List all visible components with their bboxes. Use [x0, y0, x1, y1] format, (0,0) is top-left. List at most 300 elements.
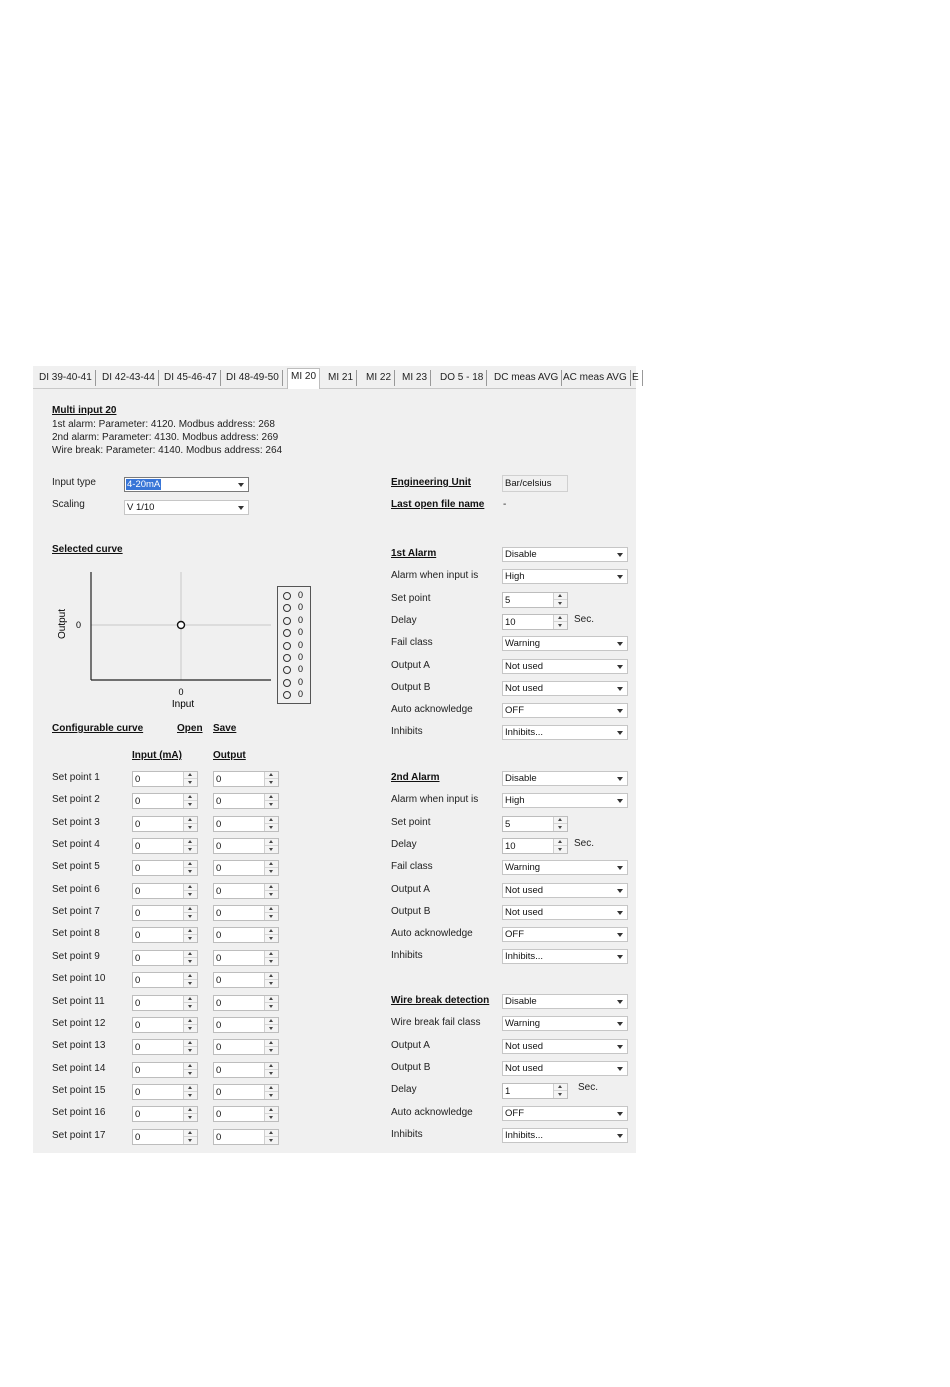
scaling-select[interactable] [124, 500, 249, 515]
spin-buttons[interactable] [264, 996, 278, 1010]
spin-buttons[interactable] [264, 1040, 278, 1054]
alarm1-auto-acknowledge-select-value: OFF [505, 705, 524, 717]
spin-buttons[interactable] [183, 794, 197, 808]
arrow-down-icon[interactable] [184, 1137, 197, 1144]
arrow-down-icon[interactable] [554, 622, 567, 629]
arrow-up-icon[interactable] [184, 1040, 197, 1047]
legend-value: 0 [298, 639, 304, 650]
tab-dc-meas-avg[interactable]: DC meas AVG [491, 370, 562, 386]
arrow-down-icon[interactable] [265, 980, 278, 987]
setpoint-input-field-value: 0 [135, 863, 141, 875]
wirebreak-inhibits-select[interactable] [502, 1128, 628, 1143]
chevron-down-icon[interactable] [235, 501, 248, 514]
chevron-down-icon[interactable] [614, 772, 627, 785]
wirebreak-output-a-select[interactable] [502, 1039, 628, 1054]
spin-buttons[interactable] [553, 615, 567, 629]
setpoint-output-field-value: 0 [216, 1064, 222, 1076]
setpoint-output-field[interactable] [213, 1017, 279, 1033]
legend-value: 0 [298, 590, 304, 600]
setpoint-input-field[interactable] [132, 1129, 198, 1145]
alarm1-output-b-select[interactable] [502, 681, 628, 696]
wirebreak-delay-field-value: 1 [505, 1086, 511, 1098]
setpoint-input-field-value: 0 [135, 1042, 141, 1054]
tab-mi-20[interactable]: MI 20 [287, 368, 320, 389]
arrow-up-icon[interactable] [184, 1063, 197, 1070]
wirebreak-delay-unit: Sec. [578, 1082, 599, 1094]
arrow-down-icon[interactable] [184, 891, 197, 898]
arrow-up-icon[interactable] [184, 1130, 197, 1137]
alarm1-alarm-when-select[interactable] [502, 569, 628, 584]
arrow-down-icon[interactable] [184, 868, 197, 875]
spin-buttons[interactable] [183, 1085, 197, 1099]
save-curve-link[interactable]: Save [213, 723, 237, 734]
setpoint-output-field-value: 0 [216, 1086, 222, 1098]
arrow-down-icon[interactable] [184, 958, 197, 965]
chevron-down-icon[interactable] [614, 682, 627, 695]
arrow-down-icon[interactable] [265, 1114, 278, 1121]
arrow-up-icon[interactable] [554, 615, 567, 622]
alarm1-failclass-label: Fail class [391, 637, 433, 649]
arrow-down-icon[interactable] [184, 1047, 197, 1054]
alarm1-failclass-select[interactable] [502, 636, 628, 651]
chevron-down-icon[interactable] [614, 928, 627, 941]
arrow-down-icon[interactable] [265, 868, 278, 875]
wirebreak-inhibits-label: Inhibits [391, 1128, 423, 1140]
arrow-up-icon[interactable] [265, 1040, 278, 1047]
setpoint-input-field[interactable] [132, 793, 198, 809]
setpoint-label: Set point 3 [52, 816, 100, 828]
chevron-down-icon[interactable] [614, 704, 627, 717]
setpoint-input-field-value: 0 [135, 930, 141, 942]
spin-buttons[interactable] [183, 817, 197, 831]
wirebreak-inhibits-select-value: Inhibits... [505, 1129, 544, 1141]
setpoint-output-field-value: 0 [216, 1019, 222, 1031]
setpoint-input-field[interactable] [132, 1062, 198, 1078]
setpoint-input-field[interactable] [132, 1106, 198, 1122]
setpoint-input-field-value: 0 [135, 1019, 141, 1031]
arrow-down-icon[interactable] [265, 1137, 278, 1144]
arrow-down-icon[interactable] [184, 913, 197, 920]
alarm2-inhibits-select-value: Inhibits... [505, 951, 544, 963]
spin-buttons[interactable] [264, 906, 278, 920]
scaling-label: Scaling [52, 499, 85, 510]
chevron-down-icon[interactable] [614, 906, 627, 919]
arrow-up-icon[interactable] [265, 884, 278, 891]
spin-buttons[interactable] [264, 1130, 278, 1144]
spin-buttons[interactable] [264, 839, 278, 853]
chevron-down-icon[interactable] [614, 548, 627, 561]
setpoint-input-field[interactable] [132, 972, 198, 988]
legend-entry [283, 603, 309, 614]
setpoint-input-field[interactable] [132, 838, 198, 854]
alarm2-output-a-select[interactable] [502, 883, 628, 898]
wirebreak-delay-label: Delay [391, 1084, 417, 1096]
arrow-down-icon[interactable] [265, 913, 278, 920]
alarm2-alarm-when-select[interactable] [502, 793, 628, 808]
spin-buttons[interactable] [553, 839, 567, 853]
alarm1-setpoint-field[interactable] [502, 592, 568, 608]
setpoint-input-field[interactable] [132, 1084, 198, 1100]
spin-buttons[interactable] [553, 593, 567, 607]
alarm2-delay-field-value: 10 [505, 840, 516, 852]
alarm1-output-a-label: Output A [391, 659, 430, 671]
setpoint-input-field[interactable] [132, 771, 198, 787]
alarm2-enable-select-value: Disable [505, 773, 537, 784]
tab-strip [33, 366, 639, 389]
setpoint-output-field[interactable] [213, 1084, 279, 1100]
setpoint-label: Set point 7 [52, 906, 100, 918]
arrow-up-icon[interactable] [265, 817, 278, 824]
arrow-up-icon[interactable] [184, 1018, 197, 1025]
setpoint-output-field[interactable] [213, 972, 279, 988]
arrow-down-icon[interactable] [184, 1003, 197, 1010]
arrow-up-icon[interactable] [184, 817, 197, 824]
spin-buttons[interactable] [264, 951, 278, 965]
arrow-down-icon[interactable] [265, 1070, 278, 1077]
setpoint-output-field-value: 0 [216, 1109, 222, 1121]
engineering-unit-field[interactable] [502, 475, 568, 492]
legend-value: 0 [298, 602, 304, 613]
setpoint-label: Set point 5 [52, 861, 100, 873]
legend-entry [283, 665, 309, 676]
chevron-down-icon[interactable] [235, 478, 248, 491]
alarm1-inhibits-select[interactable] [502, 725, 628, 740]
arrow-up-icon[interactable] [265, 1063, 278, 1070]
spin-buttons[interactable] [264, 861, 278, 875]
arrow-up-icon[interactable] [184, 861, 197, 868]
arrow-down-icon[interactable] [265, 801, 278, 808]
param-info-wire-break: Wire break: Parameter: 4140. Modbus address: 264 [52, 445, 283, 456]
setpoint-output-field[interactable] [213, 927, 279, 943]
spin-buttons[interactable] [264, 884, 278, 898]
arrow-down-icon[interactable] [265, 935, 278, 942]
spin-buttons[interactable] [183, 772, 197, 786]
legend-value: 0 [298, 664, 304, 675]
alarm1-setpoint-label: Set point [391, 592, 431, 604]
arrow-up-icon[interactable] [184, 772, 197, 779]
setpoint-input-field[interactable] [132, 950, 198, 966]
arrow-up-icon[interactable] [265, 1085, 278, 1092]
setpoint-output-field-value: 0 [216, 818, 222, 830]
arrow-down-icon[interactable] [554, 824, 567, 831]
spin-buttons[interactable] [264, 1018, 278, 1032]
legend-value: 0 [298, 614, 304, 625]
spin-buttons[interactable] [183, 839, 197, 853]
wirebreak-enable-select[interactable] [502, 994, 628, 1009]
spin-buttons[interactable] [183, 1107, 197, 1121]
wirebreak-output-b-select-value: Not used [505, 1062, 544, 1074]
setpoint-output-field-value: 0 [216, 841, 222, 853]
setpoint-output-field[interactable] [213, 793, 279, 809]
arrow-down-icon[interactable] [554, 846, 567, 853]
alarm1-auto-acknowledge-select[interactable] [502, 703, 628, 718]
chevron-down-icon[interactable] [614, 1129, 627, 1142]
alarm2-failclass-select[interactable] [502, 860, 628, 875]
alarm2-auto-acknowledge-label: Auto acknowledge [391, 928, 473, 940]
alarm2-output-a-select-value: Not used [505, 884, 544, 896]
setpoint-input-field[interactable] [132, 1039, 198, 1055]
input-type-select[interactable] [124, 477, 249, 492]
spin-buttons[interactable] [264, 928, 278, 942]
spin-buttons[interactable] [264, 973, 278, 987]
arrow-down-icon[interactable] [184, 1092, 197, 1099]
arrow-down-icon[interactable] [265, 891, 278, 898]
x-axis-label: Input [171, 699, 195, 710]
arrow-up-icon[interactable] [265, 839, 278, 846]
arrow-down-icon[interactable] [184, 935, 197, 942]
wirebreak-title: Wire break detection [391, 995, 490, 1006]
alarm1-enable-select[interactable] [502, 547, 628, 562]
arrow-up-icon[interactable] [554, 817, 567, 824]
arrow-down-icon[interactable] [554, 1091, 567, 1098]
arrow-up-icon[interactable] [184, 928, 197, 935]
setpoint-input-field-value: 0 [135, 952, 141, 964]
arrow-up-icon[interactable] [265, 1018, 278, 1025]
arrow-down-icon[interactable] [265, 1003, 278, 1010]
setpoint-label: Set point 16 [52, 1107, 106, 1119]
wirebreak-failclass-select[interactable] [502, 1016, 628, 1031]
chevron-down-icon[interactable] [614, 1040, 627, 1053]
legend-entry [283, 591, 309, 602]
alarm2-delay-label: Delay [391, 838, 417, 850]
tab-mi-21[interactable]: MI 21 [325, 370, 357, 386]
setpoint-output-field-value: 0 [216, 1131, 222, 1143]
tab-mi-23[interactable]: MI 23 [399, 370, 431, 386]
setpoint-output-field-value: 0 [216, 997, 222, 1009]
spin-buttons[interactable] [183, 1018, 197, 1032]
chevron-down-icon[interactable] [614, 995, 627, 1008]
tab-di-42-43-44[interactable]: DI 42-43-44 [99, 370, 159, 386]
spin-buttons[interactable] [183, 928, 197, 942]
arrow-down-icon[interactable] [265, 846, 278, 853]
arrow-up-icon[interactable] [265, 772, 278, 779]
circle-icon [283, 654, 291, 662]
arrow-up-icon[interactable] [184, 1085, 197, 1092]
spin-buttons[interactable] [553, 817, 567, 831]
arrow-up-icon[interactable] [554, 839, 567, 846]
setpoint-label: Set point 6 [52, 883, 100, 895]
arrow-down-icon[interactable] [184, 801, 197, 808]
spin-buttons[interactable] [183, 996, 197, 1010]
setpoint-output-field[interactable] [213, 905, 279, 921]
spin-buttons[interactable] [183, 1040, 197, 1054]
arrow-down-icon[interactable] [184, 1114, 197, 1121]
setpoint-output-field[interactable] [213, 950, 279, 966]
setpoint-output-field-value: 0 [216, 863, 222, 875]
arrow-up-icon[interactable] [184, 951, 197, 958]
wirebreak-failclass-label: Wire break fail class [391, 1017, 481, 1029]
alarm2-setpoint-label: Set point [391, 816, 431, 828]
arrow-up-icon[interactable] [184, 996, 197, 1003]
setpoint-input-field[interactable] [132, 860, 198, 876]
alarm2-output-b-select[interactable] [502, 905, 628, 920]
arrow-down-icon[interactable] [184, 1025, 197, 1032]
alarm1-inhibits-select-value: Inhibits... [505, 727, 544, 739]
spin-buttons[interactable] [553, 1084, 567, 1098]
tab-di-45-46-47[interactable]: DI 45-46-47 [161, 370, 221, 386]
setpoint-output-field[interactable] [213, 816, 279, 832]
arrow-up-icon[interactable] [265, 794, 278, 801]
setpoint-input-field[interactable] [132, 1017, 198, 1033]
alarm2-setpoint-field[interactable] [502, 816, 568, 832]
spin-buttons[interactable] [264, 817, 278, 831]
spin-buttons[interactable] [183, 1130, 197, 1144]
setpoint-label: Set point 4 [52, 839, 100, 851]
setpoint-output-field-value: 0 [216, 1042, 222, 1054]
engineering-unit-value: Bar/celsius [505, 478, 552, 489]
arrow-down-icon[interactable] [184, 779, 197, 786]
alarm2-inhibits-select[interactable] [502, 949, 628, 964]
chevron-down-icon[interactable] [614, 570, 627, 583]
tab-mi-22[interactable]: MI 22 [363, 370, 395, 386]
tab-e[interactable]: E [629, 370, 643, 386]
spin-buttons[interactable] [183, 884, 197, 898]
chevron-down-icon[interactable] [614, 660, 627, 673]
alarm2-auto-acknowledge-select[interactable] [502, 927, 628, 942]
arrow-down-icon[interactable] [265, 779, 278, 786]
arrow-up-icon[interactable] [184, 839, 197, 846]
y-axis-label: Output [57, 608, 68, 640]
arrow-down-icon[interactable] [184, 824, 197, 831]
arrow-up-icon[interactable] [265, 951, 278, 958]
circle-icon [283, 617, 291, 625]
setpoint-input-field-value: 0 [135, 774, 141, 785]
arrow-up-icon[interactable] [265, 861, 278, 868]
setpoint-output-field[interactable] [213, 771, 279, 787]
param-info-2nd-alarm: 2nd alarm: Parameter: 4130. Modbus address: 269 [52, 432, 279, 443]
alarm1-inhibits-label: Inhibits [391, 726, 423, 738]
arrow-up-icon[interactable] [554, 1084, 567, 1091]
arrow-up-icon[interactable] [554, 593, 567, 600]
alarm1-alarm-when-label: Alarm when input is [391, 570, 479, 582]
chevron-down-icon[interactable] [614, 794, 627, 807]
setpoint-input-field-value: 0 [135, 796, 141, 808]
circle-icon [283, 666, 291, 674]
arrow-down-icon[interactable] [265, 958, 278, 965]
legend-entry [283, 616, 309, 627]
spin-buttons[interactable] [264, 1085, 278, 1099]
circle-icon [283, 592, 291, 600]
alarm2-enable-select[interactable] [502, 771, 628, 786]
setpoint-input-field-value: 0 [135, 841, 141, 853]
arrow-up-icon[interactable] [265, 996, 278, 1003]
spin-buttons[interactable] [264, 1063, 278, 1077]
arrow-down-icon[interactable] [265, 1047, 278, 1054]
spin-buttons[interactable] [183, 1063, 197, 1077]
spin-buttons[interactable] [264, 772, 278, 786]
alarm2-setpoint-field-value: 5 [505, 818, 511, 830]
tab-do-5-18[interactable]: DO 5 - 18 [437, 370, 487, 386]
arrow-down-icon[interactable] [554, 600, 567, 607]
alarm2-failclass-select-value: Warning [505, 862, 541, 874]
chevron-down-icon[interactable] [614, 637, 627, 650]
arrow-up-icon[interactable] [184, 794, 197, 801]
alarm1-output-b-select-value: Not used [505, 682, 544, 694]
setpoint-input-field-value: 0 [135, 885, 141, 897]
alarm2-delay-unit: Sec. [574, 837, 595, 849]
wirebreak-delay-field[interactable] [502, 1083, 568, 1099]
setpoint-output-field[interactable] [213, 1062, 279, 1078]
wirebreak-output-a-select-value: Not used [505, 1040, 544, 1052]
setpoint-output-field[interactable] [213, 995, 279, 1011]
arrow-up-icon[interactable] [265, 1107, 278, 1114]
alarm2-output-b-label: Output B [391, 905, 431, 917]
arrow-down-icon[interactable] [265, 1025, 278, 1032]
setpoint-output-field[interactable] [213, 838, 279, 854]
arrow-up-icon[interactable] [265, 1130, 278, 1137]
spin-buttons[interactable] [183, 861, 197, 875]
arrow-up-icon[interactable] [184, 973, 197, 980]
spin-buttons[interactable] [183, 973, 197, 987]
wirebreak-output-b-select[interactable] [502, 1061, 628, 1076]
alarm1-delay-field[interactable] [502, 614, 568, 630]
spin-buttons[interactable] [183, 906, 197, 920]
spin-buttons[interactable] [264, 1107, 278, 1121]
setpoint-input-field[interactable] [132, 995, 198, 1011]
input-type-value: 4-20mA [127, 479, 161, 490]
chevron-down-icon[interactable] [614, 1062, 627, 1075]
arrow-up-icon[interactable] [184, 884, 197, 891]
chevron-down-icon[interactable] [614, 861, 627, 874]
open-curve-link[interactable]: Open [177, 723, 203, 734]
alarm2-delay-field[interactable] [502, 838, 568, 854]
arrow-down-icon[interactable] [265, 824, 278, 831]
circle-icon [283, 691, 291, 699]
chevron-down-icon[interactable] [614, 1017, 627, 1030]
setpoint-label: Set point 1 [52, 772, 100, 783]
arrow-up-icon[interactable] [265, 973, 278, 980]
spin-buttons[interactable] [183, 951, 197, 965]
tab-di-48-49-50[interactable]: DI 48-49-50 [223, 370, 283, 386]
setpoint-output-field[interactable] [213, 1129, 279, 1145]
arrow-down-icon[interactable] [265, 1092, 278, 1099]
arrow-up-icon[interactable] [265, 928, 278, 935]
tab-di-39-40-41[interactable]: DI 39-40-41 [36, 370, 96, 386]
setpoint-output-field[interactable] [213, 883, 279, 899]
chevron-down-icon[interactable] [614, 726, 627, 739]
setpoint-input-field[interactable] [132, 816, 198, 832]
alarm1-delay-field-value: 10 [505, 616, 516, 628]
circle-icon [283, 642, 291, 650]
chevron-down-icon[interactable] [614, 1107, 627, 1120]
arrow-up-icon[interactable] [265, 906, 278, 913]
legend-entry [283, 628, 309, 639]
chevron-down-icon[interactable] [614, 950, 627, 963]
tab-ac-meas-avg[interactable]: AC meas AVG [560, 370, 631, 386]
arrow-up-icon[interactable] [184, 1107, 197, 1114]
setpoint-output-field-value: 0 [216, 885, 222, 897]
arrow-up-icon[interactable] [184, 906, 197, 913]
alarm1-enable-select-value: Disable [505, 549, 537, 560]
spin-buttons[interactable] [264, 794, 278, 808]
setpoint-input-field[interactable] [132, 927, 198, 943]
setpoint-label: Set point 13 [52, 1040, 106, 1052]
arrow-down-icon[interactable] [184, 846, 197, 853]
setpoint-input-field[interactable] [132, 883, 198, 899]
alarm1-output-a-select[interactable] [502, 659, 628, 674]
setpoint-input-field[interactable] [132, 905, 198, 921]
chevron-down-icon[interactable] [614, 884, 627, 897]
setpoint-input-field-value: 0 [135, 1109, 141, 1121]
setpoint-label: Set point 2 [52, 794, 100, 806]
setpoint-output-field[interactable] [213, 860, 279, 876]
arrow-down-icon[interactable] [184, 980, 197, 987]
arrow-down-icon[interactable] [184, 1070, 197, 1077]
setpoint-output-field[interactable] [213, 1039, 279, 1055]
setpoint-output-field[interactable] [213, 1106, 279, 1122]
wirebreak-auto-acknowledge-select[interactable] [502, 1106, 628, 1121]
setpoint-input-field-value: 0 [135, 997, 141, 1009]
